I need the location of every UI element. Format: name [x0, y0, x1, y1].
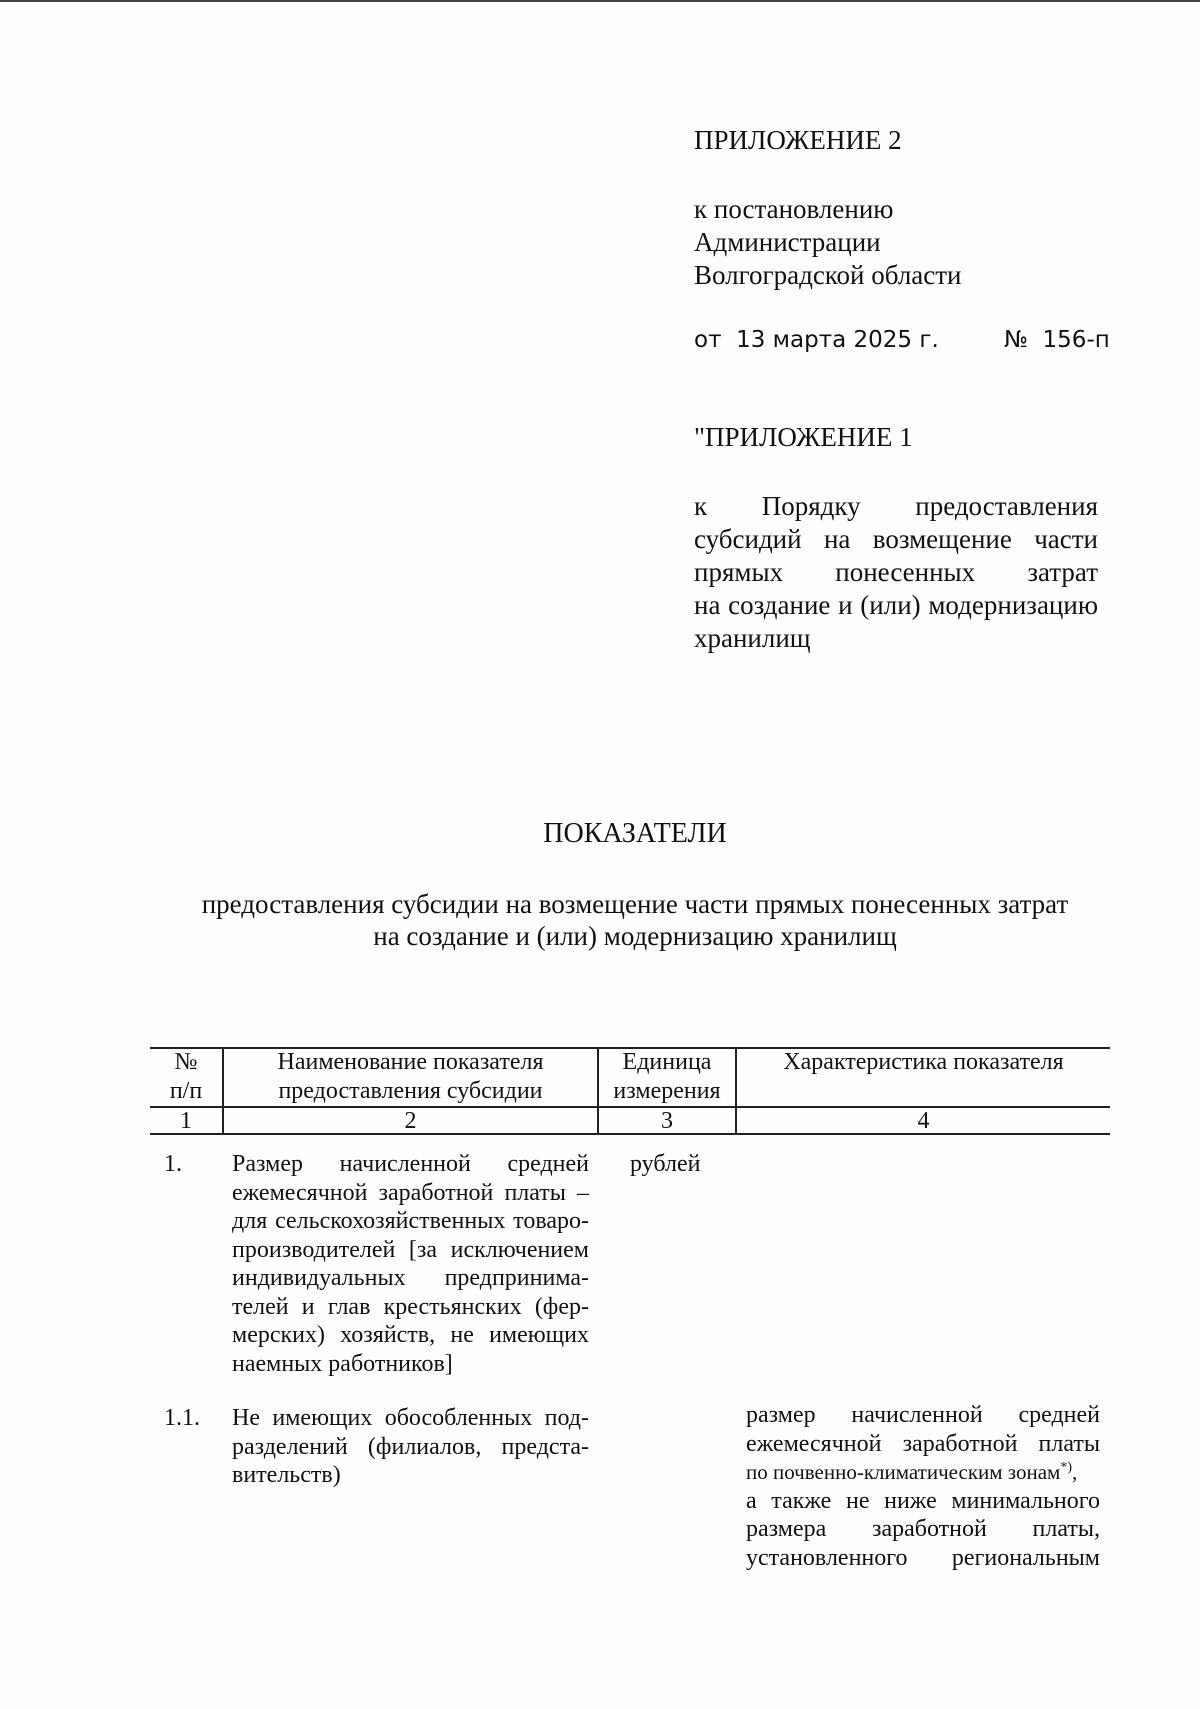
row-number: 1. [164, 1151, 182, 1177]
procedure-line: прямых понесенных затрат [694, 557, 1098, 587]
indicators-table-header [150, 1047, 1110, 1135]
resolution-line: Администрации [694, 227, 881, 257]
characteristic-line: а также не ниже минимального [746, 1487, 1100, 1514]
name-line: для сельскохозяйственных товаро- [232, 1208, 589, 1234]
row-unit: рублей [630, 1151, 701, 1177]
footnote-comma: , [1072, 1460, 1078, 1484]
characteristic-line: установленного региональным [746, 1544, 1100, 1571]
name-line: разделений (филиалов, предста- [232, 1433, 589, 1460]
quoted-appendix-title: "ПРИЛОЖЕНИЕ 1 [694, 422, 913, 452]
procedure-line: на создание и (или) модернизацию [694, 590, 1098, 620]
procedure-line: субсидий на возмещение части [694, 524, 1098, 554]
date-number-line [694, 324, 1110, 357]
name-line: индивидуальных предпринима- [232, 1265, 589, 1291]
appendix-title: ПРИЛОЖЕНИЕ 2 [694, 125, 902, 155]
subtitle-line: на создание и (или) модернизацию хранилищ [373, 921, 897, 951]
header-unit-line: измерения [613, 1078, 721, 1104]
row-indicator-name [232, 1150, 589, 1378]
header-number-line: п/п [169, 1078, 203, 1104]
header-unit-line: Единица [622, 1049, 712, 1075]
resolution-line: Волгоградской области [694, 260, 962, 290]
top-border [0, 0, 1200, 2]
header-number-line: № [174, 1049, 198, 1075]
characteristic-line: ежемесячной заработной платы [746, 1430, 1100, 1457]
footnote-mark: *) [1060, 1460, 1072, 1475]
name-line: Не имеющих обособленных под- [232, 1405, 589, 1431]
name-line: телей и глав крестьянских (фер- [232, 1293, 589, 1320]
column-number: 4 [917, 1108, 930, 1134]
resolution-reference [694, 193, 962, 292]
row-characteristic [746, 1401, 1100, 1572]
column-number: 1 [180, 1108, 192, 1134]
header-name-line: предоставления субсидии [278, 1078, 543, 1104]
name-line: Размер начисленной средней [232, 1151, 589, 1177]
name-line: мерских) хозяйств, не имеющих [232, 1322, 589, 1348]
characteristic-line-footnote [746, 1458, 1100, 1487]
resolution-date: от 13 марта 2025 г. [694, 327, 939, 353]
procedure-reference [694, 490, 1098, 655]
header-indicator-name [224, 1048, 597, 1106]
header-number [150, 1048, 222, 1106]
document-title: ПОКАЗАТЕЛИ [543, 818, 727, 849]
name-line: наемных работников] [232, 1350, 453, 1377]
header-characteristic-line: Характеристика показателя [783, 1049, 1064, 1075]
characteristic-line-text: по почвенно-климатическим зонам [746, 1460, 1061, 1484]
subtitle-line: предоставления субсидии на возмещение части прямых понесенных затрат [201, 889, 1069, 919]
name-line: вительств) [232, 1462, 341, 1488]
procedure-line: хранилищ [694, 623, 811, 653]
name-line: ежемесячной заработной платы – [232, 1179, 589, 1206]
header-characteristic [737, 1048, 1110, 1077]
row-number: 1.1. [164, 1405, 200, 1431]
row-indicator-name [232, 1404, 589, 1490]
header-name-line: Наименование показателя [277, 1049, 544, 1075]
header-unit [599, 1048, 735, 1106]
characteristic-line: размер начисленной средней [746, 1402, 1100, 1428]
procedure-line: к Порядку предоставления [694, 491, 1098, 521]
column-number: 3 [661, 1108, 673, 1134]
name-line: производителей [за исключением [232, 1236, 589, 1263]
characteristic-line: размера заработной платы, [746, 1516, 1100, 1542]
resolution-number: № 156-п [1004, 327, 1110, 353]
resolution-line: к постановлению [694, 194, 894, 224]
document-subtitle [0, 888, 1200, 952]
column-number: 2 [404, 1108, 417, 1134]
